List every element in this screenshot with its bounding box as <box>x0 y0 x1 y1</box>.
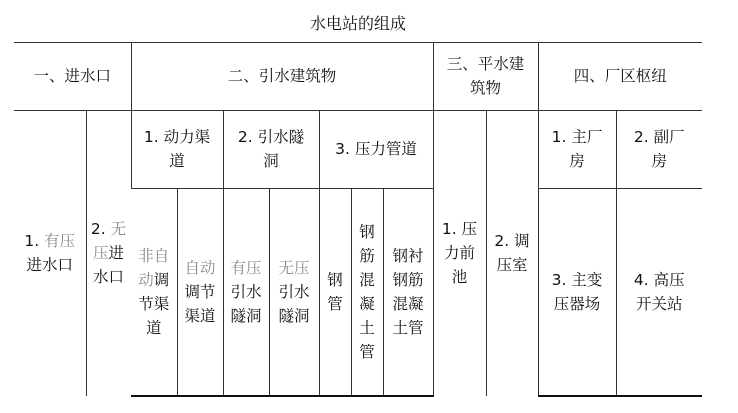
item-transformer-yard: 3. 主变 压器场 <box>538 188 616 396</box>
section-flat-water: 三、平水建 筑物 <box>433 42 538 110</box>
section-intake: 一、进水口 <box>14 42 131 110</box>
table-title: 水电站的组成 <box>14 8 702 42</box>
item-free-tunnel: 无压 引水 隧洞 <box>269 188 319 396</box>
item-steel-pipe: 钢 管 <box>319 188 351 396</box>
section-plant: 四、厂区枢纽 <box>538 42 702 110</box>
item-lined-pipe: 钢衬 钢筋 混凝 土管 <box>383 188 433 396</box>
sub-aux-house: 2. 副厂 房 <box>616 110 702 188</box>
item-pressure-intake: 1. 有压 进水口 <box>14 110 86 396</box>
section-diversion: 二、引水建筑物 <box>131 42 433 110</box>
item-auto-channel: 自动 调节 渠道 <box>177 188 223 396</box>
sub-diversion-tunnel: 2. 引水隧 洞 <box>223 110 319 188</box>
sub-main-house: 1. 主厂 房 <box>538 110 616 188</box>
hydropower-composition-table <box>14 8 702 397</box>
item-free-intake: 2. 无 压进 水口 <box>86 110 131 396</box>
item-pressure-tunnel: 有压 引水 隧洞 <box>223 188 269 396</box>
sub-penstock: 3. 压力管道 <box>319 110 433 188</box>
item-nonauto-channel: 非自 动调 节渠 道 <box>131 188 177 396</box>
item-forebay: 1. 压 力前 池 <box>433 110 486 396</box>
item-surge-chamber: 2. 调 压室 <box>486 110 538 396</box>
item-hv-switch: 4. 高压 开关站 <box>616 188 702 396</box>
sub-power-channel: 1. 动力渠 道 <box>131 110 223 188</box>
item-rc-pipe: 钢 筋 混 凝 土 管 <box>351 188 383 396</box>
